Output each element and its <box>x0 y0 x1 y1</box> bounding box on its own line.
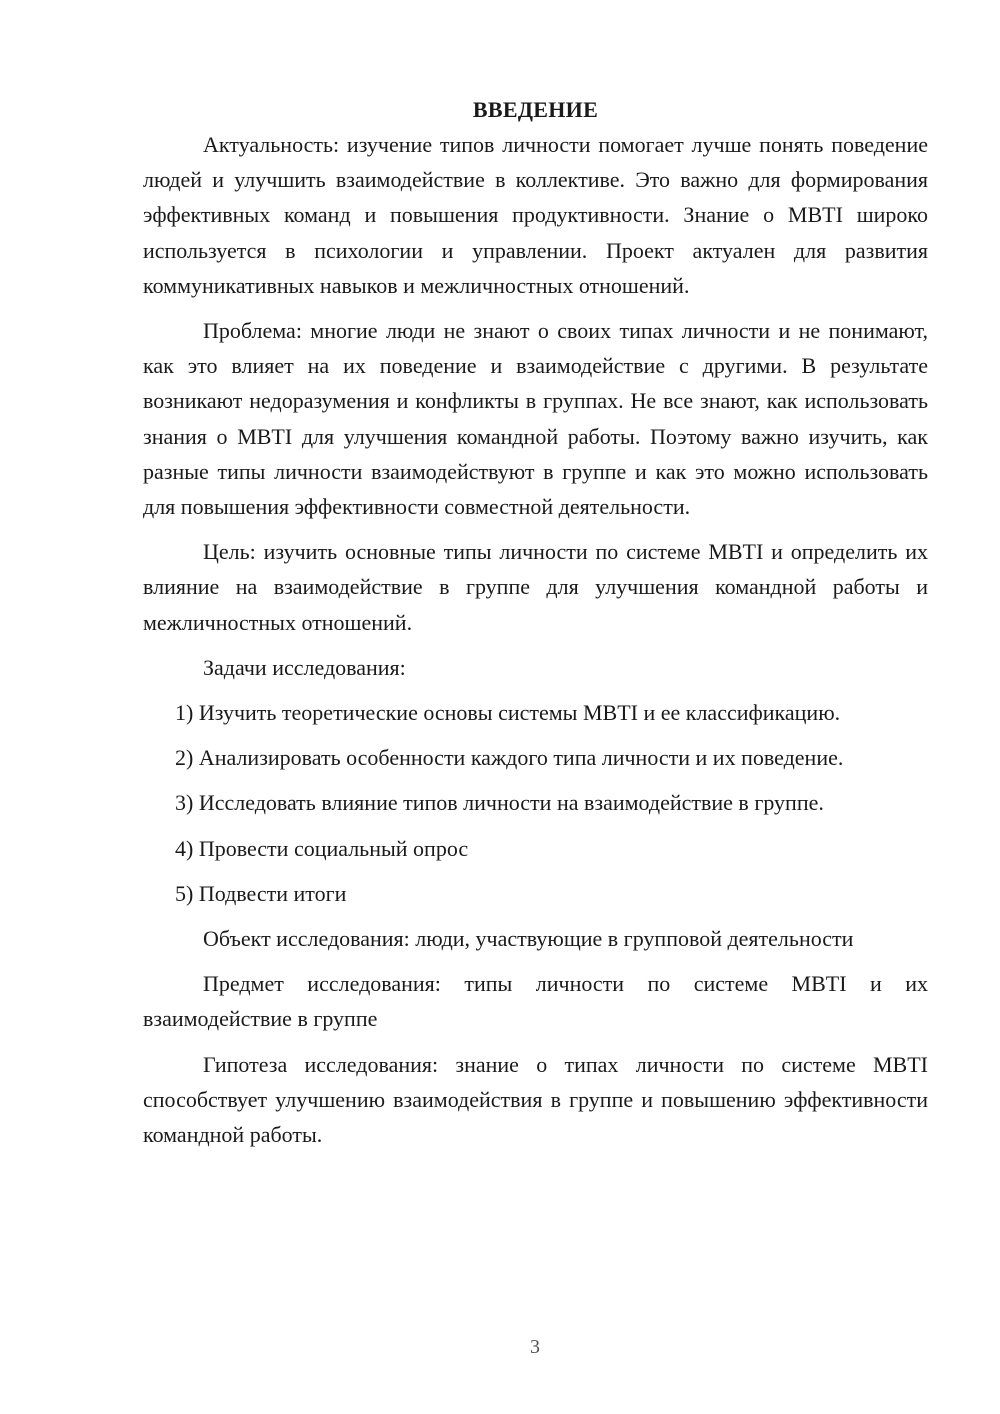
relevance-paragraph: Актуальность: изучение типов личности помогает лучше понять поведение людей и улучшить взаимодействие в коллективе. Это важно для формирования эффективных команд и повышения продуктивности. Знание о MBTI широко используется в психологии и управлении. Проект актуален для развития коммуникативных навыков и межличностных отношений. <box>143 132 928 298</box>
task-list <box>143 695 928 911</box>
goal-paragraph: Цель: изучить основные типы личности по системе MBTI и определить их влияние на взаимодействие в группе для улучшения командной работы и межличностных отношений. <box>143 539 928 635</box>
task-item: 3) Исследовать влияние типов личности на взаимодействие в группе. <box>175 790 824 816</box>
task-item: 1) Изучить теоретические основы системы MBTI и ее классификацию. <box>175 700 841 726</box>
subject-paragraph: Предмет исследования: типы личности по системе MBTI и их взаимодействие в группе <box>143 971 928 1032</box>
problem-paragraph: Проблема: многие люди не знают о своих типах личности и не понимают, как это влияет на их поведение и взаимодействие с другими. В результате возникают недоразумения и конфликты в группах. Не все знают, как использовать знания о MBTI для улучшения командной работы. Поэтому важно изучить, как разные типы личности взаимодействуют в группе и как это можно использовать для повышения эффективности совместной деятельности. <box>143 318 928 520</box>
hypothesis-paragraph: Гипотеза исследования: знание о типах личности по системе MBTI способствует улучшению взаимодействия в группе и повышению эффективности командной работы. <box>143 1051 928 1148</box>
page-title: ВВЕДЕНИЕ <box>472 97 599 122</box>
document-page <box>143 92 928 1162</box>
tasks-heading: Задачи исследования: <box>203 654 406 680</box>
task-item: 5) Подвести итоги <box>175 880 347 906</box>
task-item: 4) Провести социальный опрос <box>175 835 469 861</box>
object-paragraph: Объект исследования: люди, участвующие в групповой деятельности <box>203 926 854 952</box>
task-item: 2) Анализировать особенности каждого типа личности и их поведение. <box>175 745 844 771</box>
page-number: 3 <box>530 1336 540 1358</box>
